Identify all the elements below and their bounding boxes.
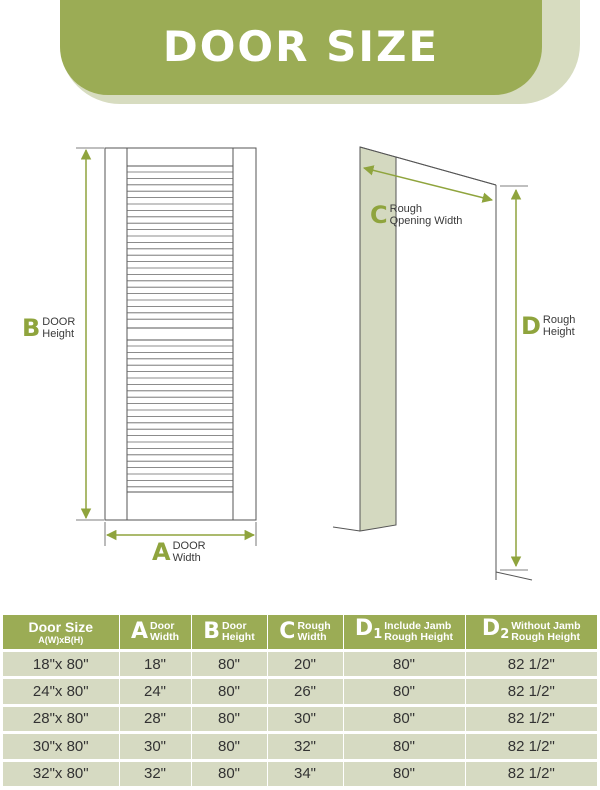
cell-without-jamb: 82 1/2" <box>465 733 597 760</box>
cell-door-size: 28"x 80" <box>3 705 119 732</box>
cell-include-jamb: 80" <box>343 733 465 760</box>
cell-door-size: 30"x 80" <box>3 733 119 760</box>
cell-door-size: 24"x 80" <box>3 678 119 705</box>
table-row <box>3 678 597 705</box>
cell-door-width: 28" <box>119 705 191 732</box>
cell-door-height: 80" <box>191 733 267 760</box>
cell-without-jamb: 82 1/2" <box>465 651 597 678</box>
table-row <box>3 651 597 678</box>
cell-include-jamb: 80" <box>343 705 465 732</box>
label-b-door-height: B DOOR Height <box>22 314 76 342</box>
cell-door-height: 80" <box>191 760 267 787</box>
cell-include-jamb: 80" <box>343 760 465 787</box>
cell-rough-width: 26" <box>267 678 343 705</box>
header-door-height: B Door Height <box>191 615 267 651</box>
cell-door-height: 80" <box>191 651 267 678</box>
cell-door-height: 80" <box>191 678 267 705</box>
cell-door-size: 32"x 80" <box>3 760 119 787</box>
header-door-width: A Door Width <box>119 615 191 651</box>
table-row <box>3 760 597 787</box>
door-size-table <box>3 615 597 789</box>
header-door-size: Door Size A(W)xB(H) <box>3 615 119 651</box>
cell-door-width: 18" <box>119 651 191 678</box>
cell-door-height: 80" <box>191 705 267 732</box>
cell-without-jamb: 82 1/2" <box>465 705 597 732</box>
cell-door-width: 24" <box>119 678 191 705</box>
page-title: DOOR SIZE <box>162 22 440 71</box>
cell-rough-width: 30" <box>267 705 343 732</box>
louvered-door <box>105 148 256 520</box>
cell-without-jamb: 82 1/2" <box>465 678 597 705</box>
cell-rough-width: 34" <box>267 760 343 787</box>
header-include-jamb-height: $D_1$ Include Jamb Rough Height <box>343 615 465 651</box>
cell-door-size: 18"x 80" <box>3 651 119 678</box>
cell-rough-width: 20" <box>267 651 343 678</box>
cell-include-jamb: 80" <box>343 651 465 678</box>
header-rough-width: C Rough Width <box>267 615 343 651</box>
cell-without-jamb: 82 1/2" <box>465 760 597 787</box>
label-c-rough-width: C Rough Qpening Width <box>370 201 463 229</box>
table-header-row <box>3 615 597 651</box>
table-row <box>3 705 597 732</box>
cell-door-width: 32" <box>119 760 191 787</box>
label-a-door-width: A DOOR Width <box>152 538 206 566</box>
cell-door-width: 30" <box>119 733 191 760</box>
header-without-jamb-height: $D_2$ Without Jamb Rough Height <box>465 615 597 651</box>
label-d-rough-height: D Rough Height <box>521 312 576 340</box>
cell-rough-width: 32" <box>267 733 343 760</box>
cell-include-jamb: 80" <box>343 678 465 705</box>
table-row <box>3 733 597 760</box>
